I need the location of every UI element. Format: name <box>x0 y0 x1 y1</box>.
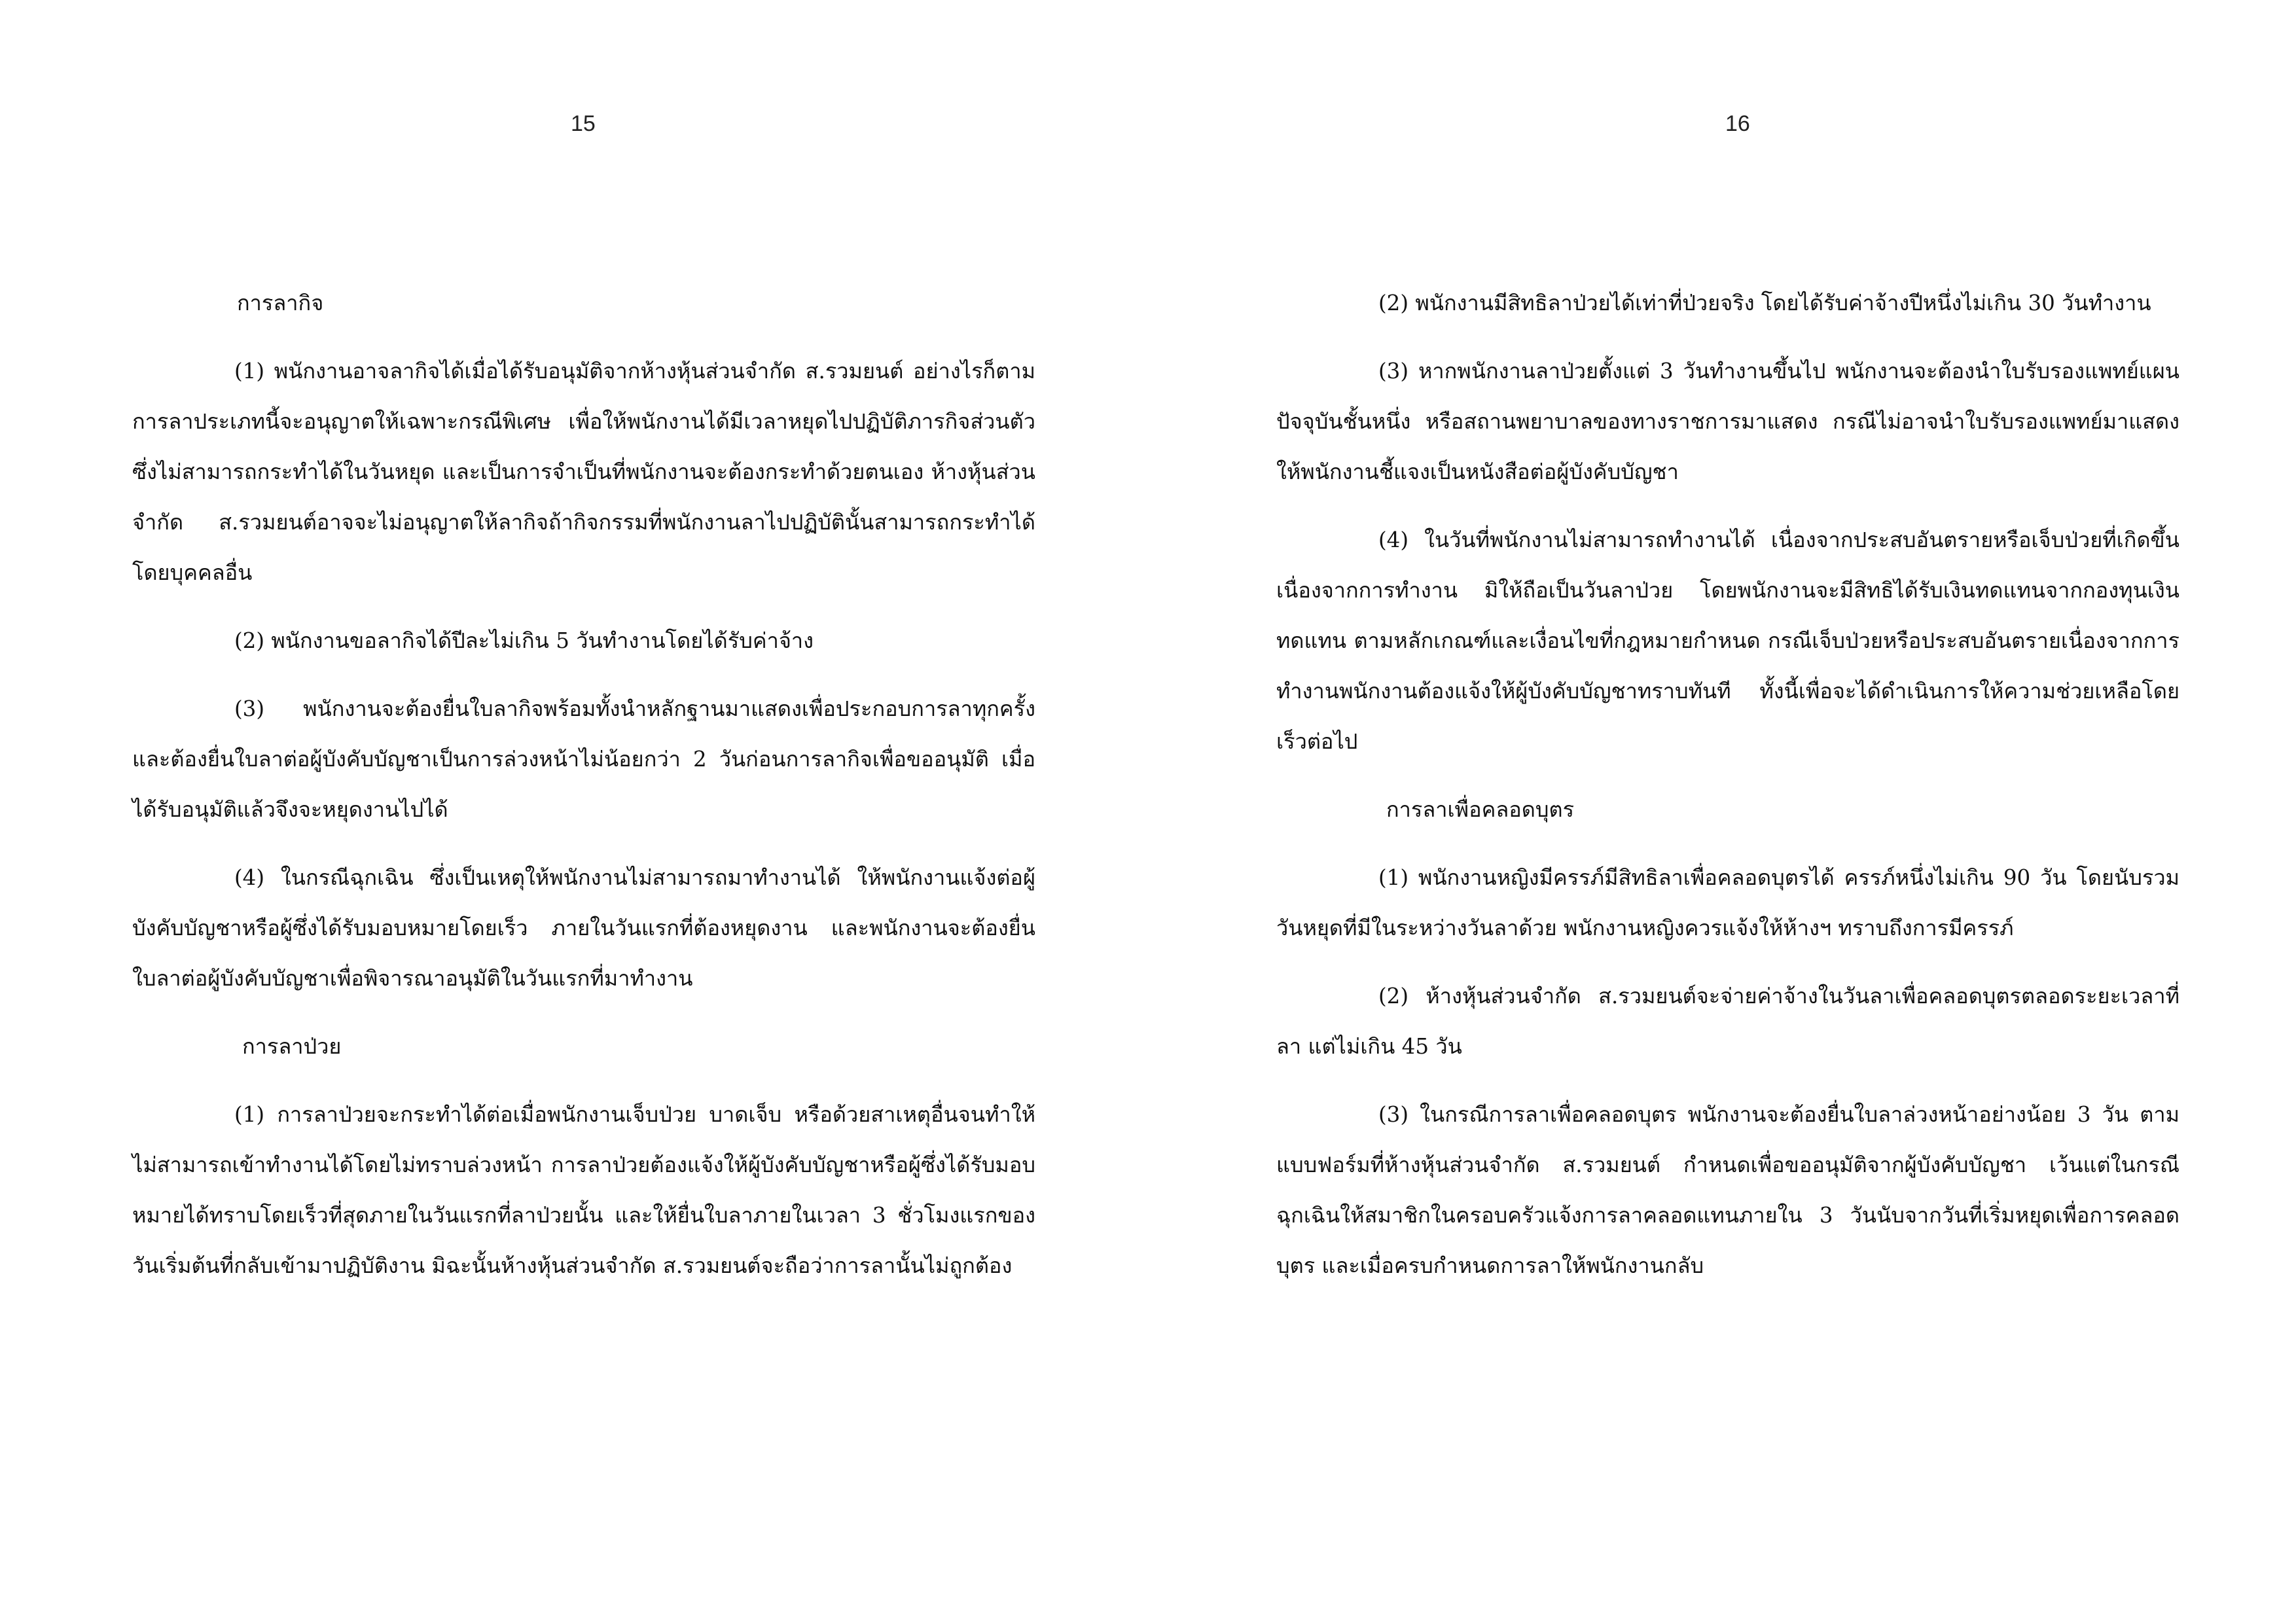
paragraph: (1) พนักงานหญิงมีครรภ์มีสิทธิลาเพื่อคลอดบุตรได้ ครรภ์หนึ่งไม่เกิน 90 วัน โดยนับรวมวันหยุดที่มีในระหว่างวันลาด้วย พนักงานหญิงควรแจ้งให้ห้างฯ ทราบถึงการมีครรภ์ <box>1276 865 2179 940</box>
paragraph: (1) พนักงานอาจลากิจได้เมื่อได้รับอนุมัติจากห้างหุ้นส่วนจำกัด ส.รวมยนต์ อย่างไรก็ตามการลาประเภทนี้จะอนุญาตให้เฉพาะกรณีพิเศษ เพื่อให้พนักงานได้มีเวลาหยุดไปปฏิบัติภารกิจส่วนตัวซึ่งไม่สามารถกระทำได้ในวันหยุด และเป็นการจำเป็นที่พนักงานจะต้องกระทำด้วยตนเอง ห้างหุ้นส่วนจำกัด ส.รวมยนต์อาจจะไม่อนุญาตให้ลากิจถ้ากิจกรรมที่พนักงานลาไปปฏิบัตินั้นสามารถกระทำได้โดยบุคคลอื่น <box>132 359 1035 585</box>
paragraph: (3) หากพนักงานลาป่วยตั้งแต่ 3 วันทำงานขึ้นไป พนักงานจะต้องนำใบรับรองแพทย์แผนปัจจุบันชั้นหนึ่ง หรือสถานพยาบาลของทางราชการมาแสดง กรณีไม่อาจนำใบรับรองแพทย์มาแสดงให้พนักงานชี้แจงเป็นหนังสือต่อผู้บังคับบัญชา <box>1276 359 2179 484</box>
section-heading-personal-leave: การลากิจ <box>237 291 324 315</box>
right-page <box>1148 0 2296 1623</box>
right-page-body <box>1276 278 2179 1309</box>
paragraph: (1) การลาป่วยจะกระทำได้ต่อเมื่อพนักงานเจ็บป่วย บาดเจ็บ หรือด้วยสาเหตุอื่นจนทำให้ไม่สามารถเข้าทำงานได้โดยไม่ทราบล่วงหน้า การลาป่วยต้องแจ้งให้ผู้บังคับบัญชาหรือผู้ซึ่งได้รับมอบหมายได้ทราบโดยเร็วที่สุดภายในวันแรกที่ลาป่วยนั้น และให้ยื่นใบลาภายในเวลา 3 ชั่วโมงแรกของวันเริ่มต้นที่กลับเข้ามาปฏิบัติงาน มิฉะนั้นห้างหุ้นส่วนจำกัด ส.รวมยนต์จะถือว่าการลานั้นไม่ถูกต้อง <box>132 1102 1035 1278</box>
paragraph: (2) พนักงานมีสิทธิลาป่วยได้เท่าที่ป่วยจริง โดยได้รับค่าจ้างปีหนึ่งไม่เกิน 30 วันทำงาน <box>1378 291 2151 315</box>
left-page-body <box>132 278 1035 1309</box>
paragraph: (3) ในกรณีการลาเพื่อคลอดบุตร พนักงานจะต้องยื่นใบลาล่วงหน้าอย่างน้อย 3 วัน ตามแบบฟอร์มที่ห้างหุ้นส่วนจำกัด ส.รวมยนต์ กำหนดเพื่อขออนุมัติจากผู้บังคับบัญชา เว้นแต่ในกรณีฉุกเฉินให้สมาชิกในครอบครัวแจ้งการลาคลอดแทนภายใน 3 วันนับจากวันที่เริ่มหยุดเพื่อการคลอดบุตร และเมื่อครบกำหนดการลาให้พนักงานกลับ <box>1276 1102 2179 1278</box>
page-number: 16 <box>1725 111 1750 136</box>
page-number: 15 <box>571 111 596 136</box>
section-heading-sick-leave: การลาป่วย <box>242 1034 342 1059</box>
paragraph: (2) พนักงานขอลากิจได้ปีละไม่เกิน 5 วันทำงานโดยได้รับค่าจ้าง <box>234 628 814 653</box>
paragraph: (4) ในวันที่พนักงานไม่สามารถทำงานได้ เนื่องจากประสบอันตรายหรือเจ็บป่วยที่เกิดขึ้นเนื่องจากการทำงาน มิให้ถือเป็นวันลาป่วย โดยพนักงานจะมีสิทธิได้รับเงินทดแทนจากกองทุนเงินทดแทน ตามหลักเกณฑ์และเงื่อนไขที่กฎหมายกำหนด กรณีเจ็บป่วยหรือประสบอันตรายเนื่องจากการทำงานพนักงานต้องแจ้งให้ผู้บังคับบัญชาทราบทันที ทั้งนี้เพื่อจะได้ดำเนินการให้ความช่วยเหลือโดยเร็วต่อไป <box>1276 527 2179 754</box>
section-heading-maternity-leave: การลาเพื่อคลอดบุตร <box>1386 797 1575 822</box>
paragraph: (3) พนักงานจะต้องยื่นใบลากิจพร้อมทั้งนำหลักฐานมาแสดงเพื่อประกอบการลาทุกครั้ง และต้องยื่นใบลาต่อผู้บังคับบัญชาเป็นการล่วงหน้าไม่น้อยกว่า 2 วันก่อนการลากิจเพื่อขออนุมัติ เมื่อได้รับอนุมัติแล้วจึงจะหยุดงานไปได้ <box>132 696 1035 822</box>
paragraph: (4) ในกรณีฉุกเฉิน ซึ่งเป็นเหตุให้พนักงานไม่สามารถมาทำงานได้ ให้พนักงานแจ้งต่อผู้บังคับบัญชาหรือผู้ซึ่งได้รับมอบหมายโดยเร็ว ภายในวันแรกที่ต้องหยุดงาน และพนักงานจะต้องยื่นใบลาต่อผู้บังคับบัญชาเพื่อพิจารณาอนุมัติในวันแรกที่มาทำงาน <box>132 865 1035 991</box>
paragraph: (2) ห้างหุ้นส่วนจำกัด ส.รวมยนต์จะจ่ายค่าจ้างในวันลาเพื่อคลอดบุตรตลอดระยะเวลาที่ลา แต่ไม่เกิน 45 วัน <box>1276 984 2179 1059</box>
